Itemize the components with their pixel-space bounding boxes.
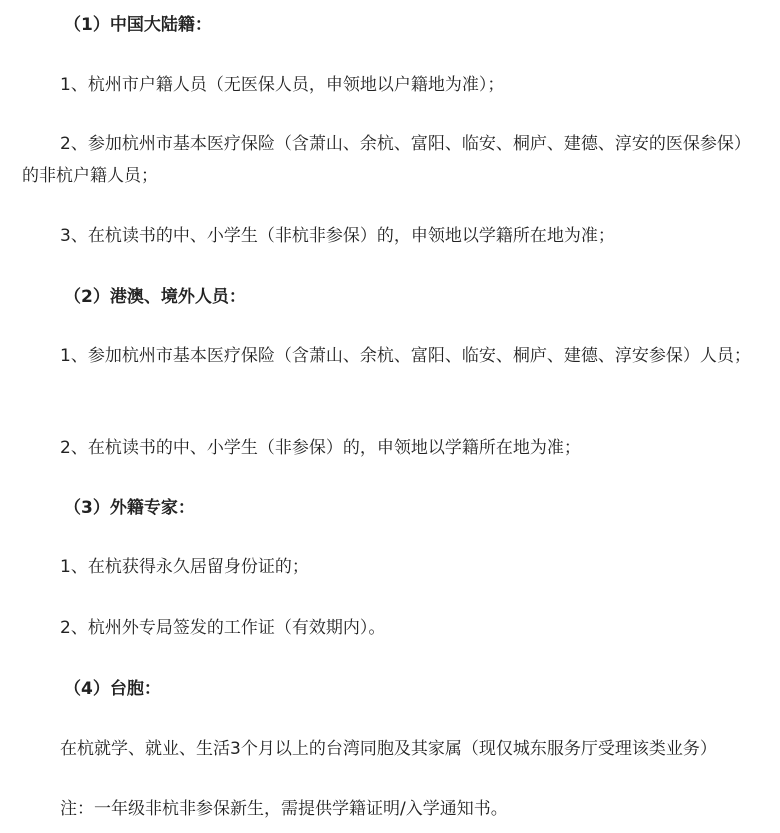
section-2-heading: （2）港澳、境外人员： [64,287,246,307]
section-2-item-1: 1、参加杭州市基本医疗保险（含萧山、余杭、富阳、临安、桐庐、建德、淳安参保）人员； [60,346,751,366]
section-3-item-2: 2、杭州外专局签发的工作证（有效期内）。 [60,618,386,638]
section-4-heading: （4）台胞： [64,679,161,699]
section-4-item-1: 在杭就学、就业、生活3个月以上的台湾同胞及其家属（现仅城东服务厅受理该类业务） [60,739,717,759]
section-2-item-2: 2、在杭读书的中、小学生（非参保）的，申领地以学籍所在地为准； [60,438,581,458]
section-3-heading: （3）外籍专家： [64,498,195,518]
section-1-heading: （1）中国大陆籍： [64,15,212,35]
section-1-item-3: 3、在杭读书的中、小学生（非杭非参保）的，申领地以学籍所在地为准； [60,226,615,246]
section-3-item-1: 1、在杭获得永久居留身份证的； [60,557,309,577]
section-1-item-1: 1、杭州市户籍人员（无医保人员，申领地以户籍地为准）； [60,75,505,95]
section-1-item-2: 2、参加杭州市基本医疗保险（含萧山、余杭、富阳、临安、桐庐、建德、淳安的医保参保）的非杭户籍人员； [22,134,751,186]
note-text: 注：一年级非杭非参保新生，需提供学籍证明/入学通知书。 [60,799,508,819]
